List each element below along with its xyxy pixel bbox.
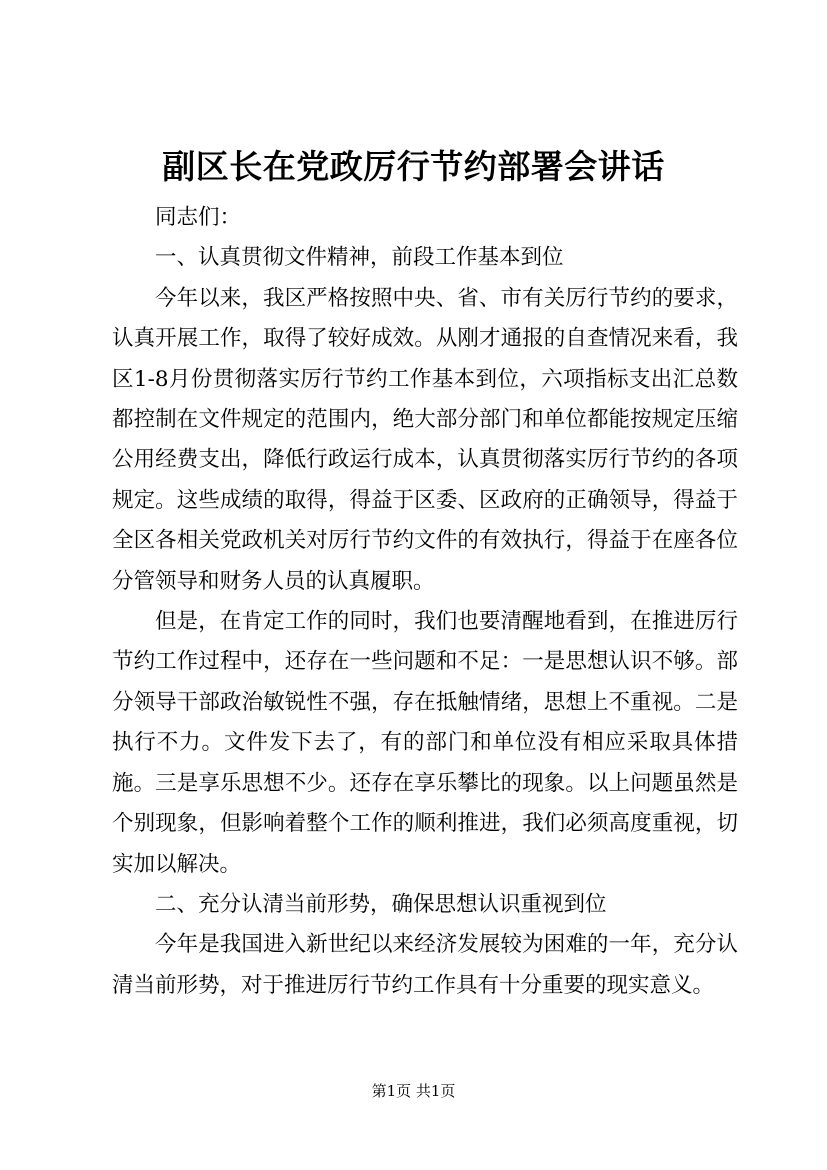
page-number: 第1页 共1页	[371, 1082, 456, 1100]
paragraph-3: 今年是我国进入新世纪以来经济发展较为困难的一年，充分认清当前形势，对于推进厉行节约工作具有十分重要的现实意义。	[112, 932, 738, 998]
section-heading-1: 一、认真贯彻文件精神，前段工作基本到位	[155, 245, 564, 271]
paragraph-2: 但是，在肯定工作的同时，我们也要清醒地看到，在推进厉行节约工作过程中，还存在一些问题和不足：一是思想认识不够。部分领导干部政治敏锐性不强，存在抵触情绪，思想上不重视。二是执行不力。文件发下去了，有的部门和单位没有相应采取具体措施。三是享乐思想不少。还存在享乐攀比的现象。以上问题虽然是个别现象，但影响着整个工作的顺利推进，我们必须高度重视，切实加以解决。	[112, 609, 738, 877]
document-body	[112, 198, 738, 1006]
paragraph-1: 今年以来，我区严格按照中央、省、市有关厉行节约的要求，认真开展工作，取得了较好成效。从刚才通报的自查情况来看，我区1-8月份贯彻落实厉行节约工作基本到位，六项指标支出汇总数都控制在文件规定的范围内，绝大部分部门和单位都能按规定压缩公用经费支出，降低行政运行成本，认真贯彻落实厉行节约的各项规定。这些成绩的取得，得益于区委、区政府的正确领导，得益于全区各相关党政机关对厉行节约文件的有效执行，得益于在座各位分管领导和财务人员的认真履职。	[112, 285, 738, 594]
document-title: 副区长在党政厉行节约部署会讲话	[162, 147, 665, 186]
greeting: 同志们：	[155, 205, 242, 230]
section-heading-2: 二、充分认清当前形势，确保思想认识重视到位	[155, 891, 607, 917]
